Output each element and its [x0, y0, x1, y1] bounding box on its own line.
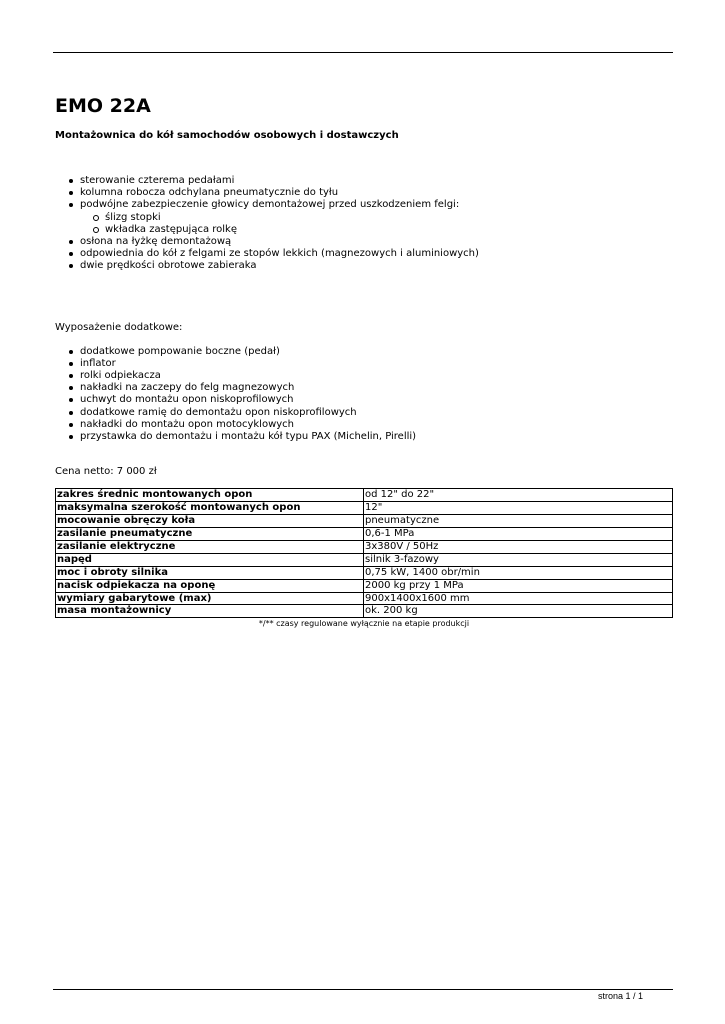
spec-value: silnik 3-fazowy — [364, 553, 673, 566]
table-footnote: */** czasy regulowane wyłącznie na etapie produkcji — [258, 619, 470, 629]
spec-label: zasilanie elektryczne — [56, 540, 364, 553]
spec-label: wymiary gabarytowe (max) — [56, 592, 364, 605]
list-item-label: podwójne zabezpieczenie głowicy demontażowej przed uszkodzeniem felgi: — [80, 199, 460, 211]
sublist-item: wkładka zastępująca rolkę — [80, 224, 673, 236]
spec-label: moc i obroty silnika — [56, 566, 364, 579]
table-row — [56, 605, 673, 618]
list-item: inflator — [55, 358, 673, 370]
spec-table — [55, 488, 673, 618]
spec-label: nacisk odpiekacza na oponę — [56, 579, 364, 592]
spec-value: pneumatyczne — [364, 515, 673, 528]
page-title: EMO 22A — [55, 95, 151, 117]
net-price: Cena netto: 7 000 zł — [55, 466, 157, 478]
list-item: przystawka do demontażu i montażu kół typu PAX (Michelin, Pirelli) — [55, 431, 673, 443]
spec-value: od 12" do 22" — [364, 489, 673, 502]
spec-value: 900x1400x1600 mm — [364, 592, 673, 605]
spec-label: maksymalna szerokość montowanych opon — [56, 502, 364, 515]
list-item: rolki odpiekacza — [55, 370, 673, 382]
spec-value: 0,75 kW, 1400 obr/min — [364, 566, 673, 579]
page-subtitle: Montażownica do kół samochodów osobowych i dostawczych — [55, 130, 399, 141]
list-item: uchwyt do montażu opon niskoprofilowych — [55, 394, 673, 406]
list-item: sterowanie czterema pedałami — [55, 175, 673, 187]
spec-value: 3x380V / 50Hz — [364, 540, 673, 553]
feature-sublist — [80, 212, 673, 236]
extras-list — [55, 346, 673, 444]
spec-label: zasilanie pneumatyczne — [56, 527, 364, 540]
table-row — [56, 527, 673, 540]
spec-label: zakres średnic montowanych opon — [56, 489, 364, 502]
table-row — [56, 502, 673, 515]
spec-label: masa montażownicy — [56, 605, 364, 618]
document-body — [55, 94, 673, 629]
list-item-with-subitems — [55, 199, 673, 236]
header-rule — [53, 52, 673, 53]
spec-value: 12" — [364, 502, 673, 515]
extras-heading: Wyposażenie dodatkowe: — [55, 321, 183, 333]
table-row — [56, 515, 673, 528]
list-item: dodatkowe ramię do demontażu opon niskoprofilowych — [55, 407, 673, 419]
list-item: osłona na łyżkę demontażową — [55, 236, 673, 248]
list-item: kolumna robocza odchylana pneumatycznie do tyłu — [55, 187, 673, 199]
spec-value: 0,6-1 MPa — [364, 527, 673, 540]
table-row — [56, 592, 673, 605]
page-number: strona 1 / 1 — [597, 991, 643, 1001]
feature-list — [55, 175, 673, 273]
sublist-item: ślizg stopki — [80, 212, 673, 224]
table-row — [56, 540, 673, 553]
footer-rule — [53, 989, 673, 990]
spec-value: 2000 kg przy 1 MPa — [364, 579, 673, 592]
table-row — [56, 489, 673, 502]
spec-label: mocowanie obręczy koła — [56, 515, 364, 528]
table-row — [56, 553, 673, 566]
list-item: nakładki na zaczepy do felg magnezowych — [55, 382, 673, 394]
spec-value: ok. 200 kg — [364, 605, 673, 618]
list-item: dwie prędkości obrotowe zabieraka — [55, 260, 673, 272]
list-item: dodatkowe pompowanie boczne (pedał) — [55, 346, 673, 358]
table-row — [56, 566, 673, 579]
table-row — [56, 579, 673, 592]
list-item: odpowiednia do kół z felgami ze stopów lekkich (magnezowych i aluminiowych) — [55, 248, 673, 260]
spec-label: napęd — [56, 553, 364, 566]
list-item: nakładki do montażu opon motocyklowych — [55, 419, 673, 431]
